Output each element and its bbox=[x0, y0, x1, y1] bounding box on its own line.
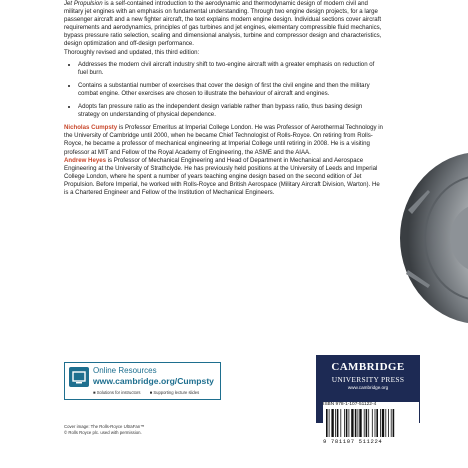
intro-paragraph bbox=[64, 0, 384, 49]
publisher-press: UNIVERSITY PRESS bbox=[331, 375, 405, 384]
publisher-website: www.cambridge.org bbox=[347, 385, 389, 390]
author-bio-text: is Professor of Mechanical Engineering and Head of Department in Mechanical and Aerospace Engineering at the University of Strathclyde. He has previously held positions at the University of Leeds and Imperial College London, where he spent a number of years teaching engine design based on the second edition of Jet Propulsion. Before Imperial, he worked with Rolls-Royce and British Aerospace (Military Aircraft Division, Warton). He is a Chartered Engineer and Fellow of the Institution of Mechanical Engineers. bbox=[64, 156, 380, 196]
author-bio bbox=[64, 124, 384, 156]
barcode-digits: 9 781107 511224 bbox=[323, 438, 383, 445]
resources-logo-icon bbox=[69, 367, 89, 387]
author-name: Andrew Heyes bbox=[64, 156, 106, 164]
barcode-icon bbox=[325, 409, 415, 437]
publisher-name: CAMBRIDGE bbox=[331, 361, 405, 373]
author-bio bbox=[64, 157, 384, 197]
feature-item: • Contains a substantial number of exercises that cover the design of first the civil engine and then the military combat engine. Other exercises are chosen to illustrate the behaviour of aircraft and engines. bbox=[78, 82, 384, 98]
resources-url-link[interactable]: www.cambridge.org/Cumpsty bbox=[93, 376, 214, 386]
resources-title: Online Resources bbox=[93, 366, 157, 375]
resources-link-slides[interactable]: ■ Supporting lecture slides bbox=[149, 390, 200, 395]
cover-credit-line: Cover image: The Rolls-Royce UltraFan™ bbox=[64, 424, 145, 429]
intro-text: is a self-contained introduction to the aerodynamic and thermodynamic design of modern civil and military jet engines with an emphasis on fundamental understanding. Through two engine design projects, for a large passenger aircraft and a new fighter aircraft, the text explains modern engine design. Individual sections cover aircraft requirements and aerodynamics, principles of gas turbines and jet engines, elementary compressible fluid mechanics, bypass pressure ratio selection, scaling and dimensional analysis, turbine and compressor design and characteristics, design optimization and off-design performance. bbox=[64, 0, 382, 48]
resources-link-solutions[interactable]: ■ Solutions for instructors bbox=[93, 390, 141, 395]
online-resources-box[interactable] bbox=[64, 362, 221, 400]
feature-item: • Adopts fan pressure ratio as the independent design variable rather than bypass ratio, thus basing design strategy on understanding of physical dependence. bbox=[78, 103, 384, 119]
feature-list bbox=[64, 61, 384, 120]
author-name: Nicholas Cumpsty bbox=[64, 124, 118, 132]
cover-credit-line: © Rolls Royce plc. used with permission. bbox=[64, 429, 142, 435]
isbn-barcode-panel bbox=[323, 402, 419, 446]
edition-heading: Thoroughly revised and updated, this third edition: bbox=[64, 48, 200, 56]
feature-item: • Addresses the modern civil aircraft industry shift to two-engine aircraft with a greater emphasis on reduction of fuel burn. bbox=[78, 61, 384, 77]
book-title-italic: Jet Propulsion bbox=[64, 0, 103, 7]
resources-links bbox=[93, 390, 207, 395]
cover-credit bbox=[64, 424, 144, 435]
isbn-label: ISBN 978-1-107-51122-4 bbox=[323, 402, 377, 407]
author-bio-text: is Professor Emeritus at Imperial College London. He was Professor of Aerothermal Technology in the University of Cambridge until 2000, when he became Chief Technologist of Rolls-Royce. On retiring from Rolls-Royce, he became a professor of mechanical engineering at Imperial College until retiring in 2008. He is a visiting professor at MIT and Fellow of the Royal Academy of Engineering, the ASME and the AIAA. bbox=[64, 124, 383, 156]
description-column bbox=[64, 0, 384, 197]
